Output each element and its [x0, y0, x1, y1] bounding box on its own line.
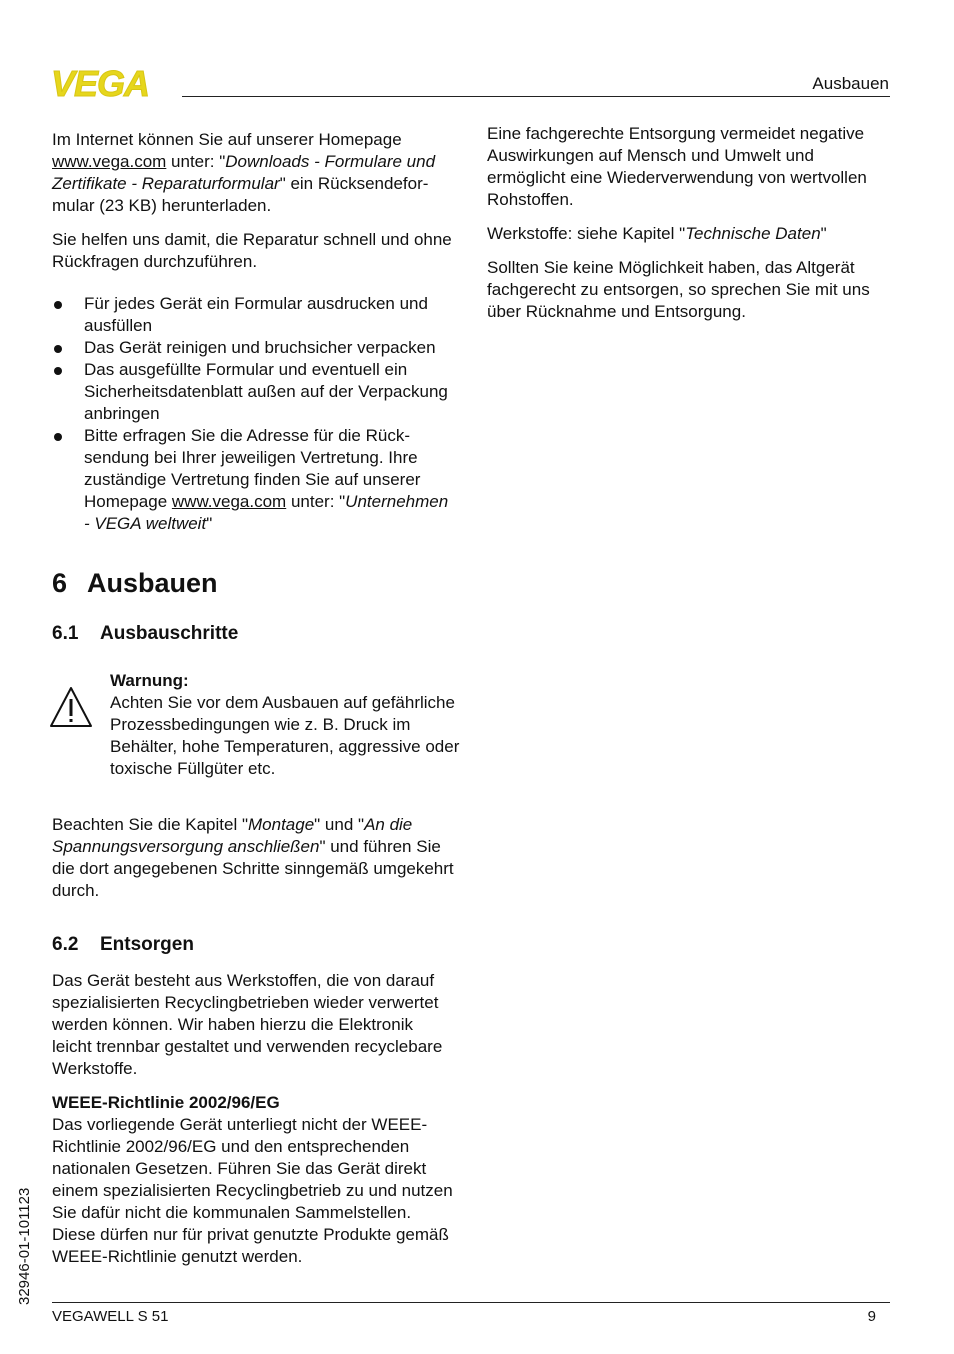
weee-title: WEEE-Richtlinie 2002/96/EG: [52, 1093, 280, 1112]
materials-text-a: Werkstoffe: siehe Kapitel ": [487, 224, 686, 243]
materials-italic: Technische Daten: [685, 224, 821, 243]
section-number: 6.1: [52, 623, 79, 644]
right-paragraph-2: [487, 223, 892, 245]
observe-text-c: " und führen Sie die dort angegebenen Schritte sinngemäß umgekehrt durch.: [52, 837, 454, 900]
materials-text-b: ": [820, 224, 827, 243]
right-column: [487, 123, 892, 323]
bullet-icon: [54, 345, 62, 353]
intro-text-a: Im Internet können Sie auf unserer Homepage: [52, 130, 402, 149]
vega-logo: [51, 66, 171, 100]
right-paragraph-3: Sollten Sie keine Möglichkeit haben, das Altgerät fachgerecht zu entsorgen, so sprechen Sie mit uns über Rücknahme und Entsorgung.: [487, 258, 870, 321]
section-number: 6.2: [52, 934, 79, 955]
warning-triangle-icon: [49, 686, 93, 728]
homepage-link[interactable]: www.vega.com: [171, 492, 287, 511]
list-item-text: Für jedes Gerät ein Formular ausdrucken und ausfüllen: [84, 294, 428, 335]
list-item-text: Bitte erfragen Sie die Adresse für die Rücksendung bei Ihrer jeweiligen Vertretung. Ihre zuständige Vertretung finden Sie auf unserer Homepage: [84, 426, 421, 511]
page-number: 9: [867, 1308, 876, 1325]
section-heading-6-1: [52, 623, 238, 645]
disposal-paragraph: Das Gerät besteht aus Werkstoffen, die von darauf spezialisierten Recyclingbetrieben wieder verwertet werden können. Wir haben hierzu die Elektronik leicht trennbar gestaltet und verwenden recyclebare Werkstoffe.: [52, 971, 443, 1078]
section-title: Ausbauschritte: [100, 623, 239, 644]
observe-text-a: Beachten Sie die Kapitel ": [52, 815, 248, 834]
observe-block: [52, 814, 457, 902]
disposal-block: [52, 970, 457, 1268]
footer-divider: [52, 1302, 890, 1303]
list-item-italic: Unternehmen - VEGA weltweit: [84, 492, 449, 533]
footer-product: VEGAWELL S 51: [52, 1308, 169, 1325]
document-code: 32946-01-101123: [16, 1187, 33, 1305]
logo-text: VEGA: [51, 66, 150, 100]
intro-text-c: " ein Rücksendeformular (23 KB) herunterladen.: [52, 174, 429, 215]
left-column: [52, 129, 457, 535]
observe-paragraph: [52, 814, 457, 902]
header-section-title: Ausbauen: [812, 74, 889, 93]
weee-paragraph: Das vorliegende Gerät unterliegt nicht der WEEE-Richtlinie 2002/96/EG und den entsprechenden nationalen Gesetzen. Führen Sie das Gerät direkt einem spezialisierten Recyclingbetrieb zu und nutzen Sie dafür nicht die kommunalen Sammelstellen. Diese dürfen nur für privat genutzte Produkte gemäß WEEE-Richtlinie genutzt werden.: [52, 1115, 453, 1266]
list-item: [52, 293, 457, 337]
list-item: [52, 359, 457, 425]
section-title: Entsorgen: [100, 934, 194, 955]
chapter-heading: [52, 568, 218, 599]
bullet-icon: [54, 433, 62, 441]
list-item: [52, 337, 457, 359]
observe-italic-1: Montage: [248, 815, 315, 834]
list-item: [52, 425, 457, 535]
list-item-text: Das ausgefüllte Formular und eventuell ein Sicherheitsdatenblatt außen auf der Verpackung anbringen: [84, 360, 448, 423]
help-paragraph: Sie helfen uns damit, die Reparatur schnell und ohne Rückfragen durchzuführen.: [52, 230, 452, 271]
observe-italic-2: An die Spannungsversorgung anschließen: [52, 815, 413, 856]
header-divider: [182, 96, 890, 97]
warning-text: Achten Sie vor dem Ausbauen auf gefährliche Prozessbedingungen wie z. B. Druck im Behälter, hohe Temperaturen, aggressive oder toxische Füllgüter etc.: [110, 693, 460, 778]
intro-path-italic: Downloads - Formulare und Zertifikate - Reparaturformular: [52, 152, 436, 193]
chapter-title: Ausbauen: [87, 568, 218, 598]
chapter-number: 6: [52, 568, 68, 598]
instruction-list: [52, 293, 457, 535]
section-heading-6-2: [52, 934, 194, 956]
list-item-text: ": [206, 514, 213, 533]
right-paragraph-1: Eine fachgerechte Entsorgung vermeidet negative Auswirkungen auf Mensch und Umwelt und ermöglicht eine Wiederverwendung von wertvollen Rohstoffen.: [487, 124, 867, 209]
bullet-icon: [54, 367, 62, 375]
warning-title: Warnung:: [110, 671, 189, 690]
warning-block: [110, 670, 460, 780]
intro-text-b: unter: ": [166, 152, 226, 171]
intro-paragraph: [52, 129, 457, 217]
list-item-text: Das Gerät reinigen und bruchsicher verpacken: [84, 338, 436, 357]
observe-text-b: " und ": [314, 815, 365, 834]
homepage-link[interactable]: www.vega.com: [52, 152, 167, 171]
list-item-text: unter: ": [286, 492, 346, 511]
bullet-icon: [54, 301, 62, 309]
